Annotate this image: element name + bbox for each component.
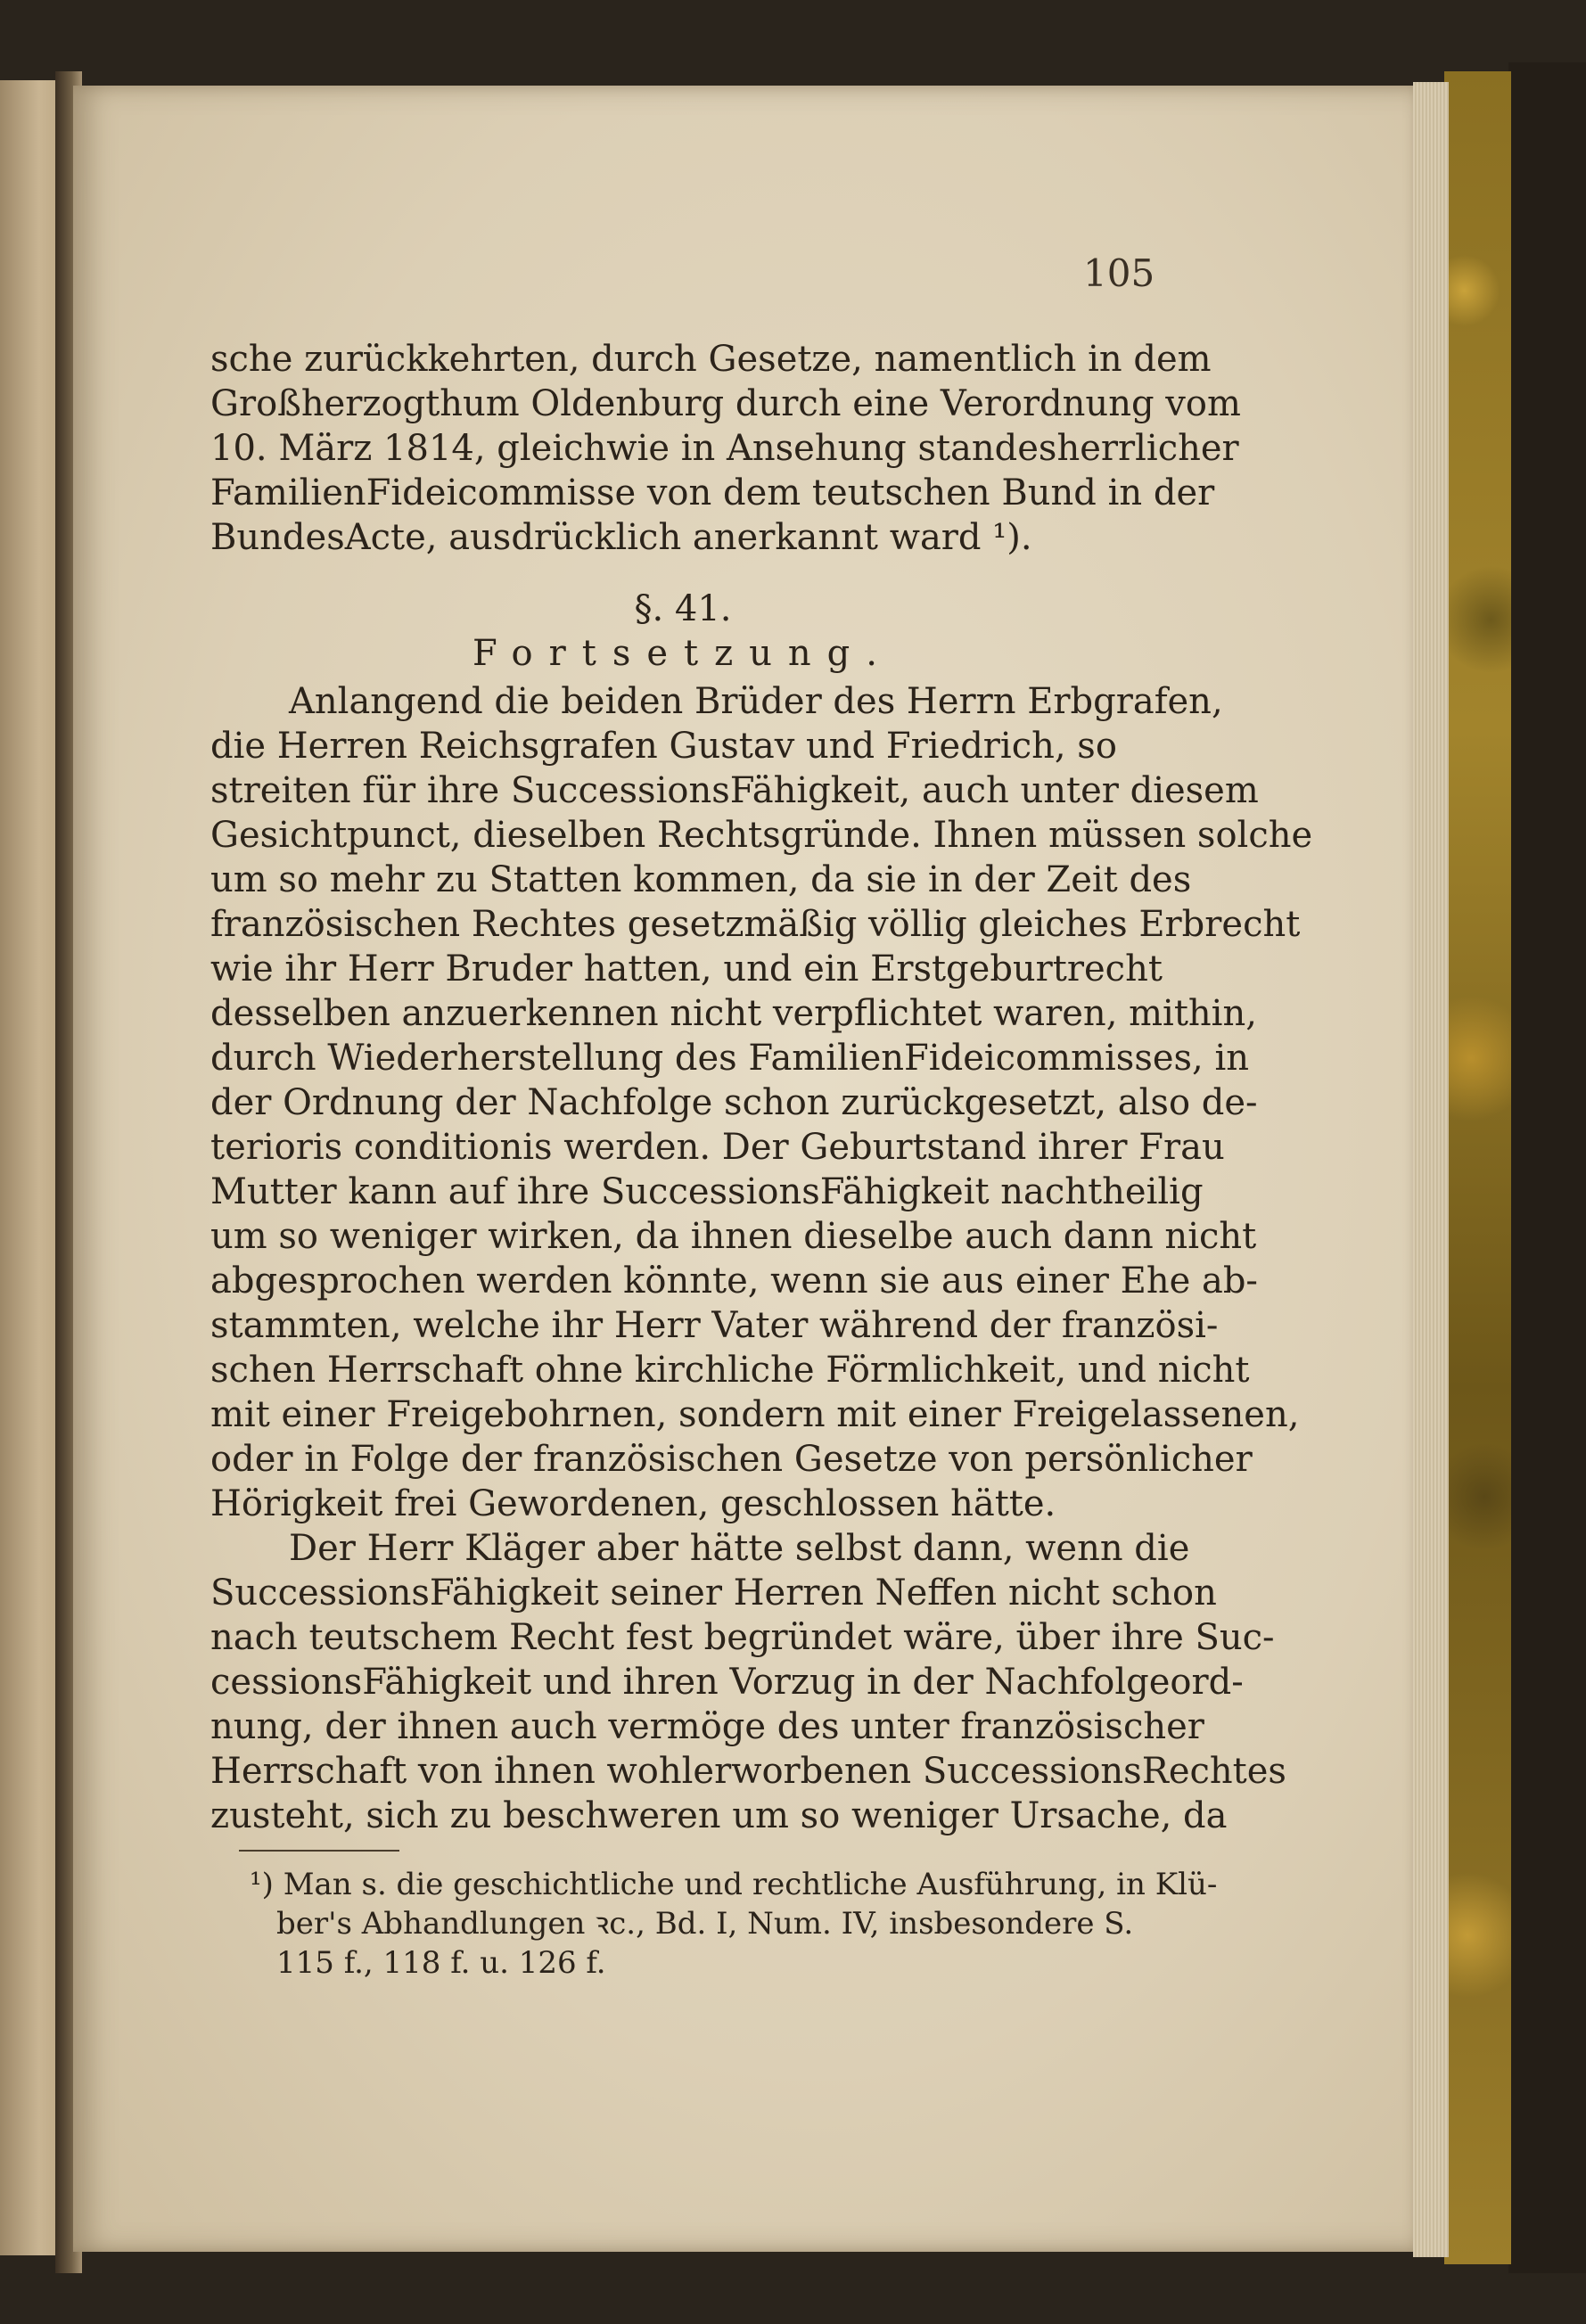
page-edges <box>1413 82 1449 2257</box>
text-line: Hörigkeit frei Gewordenen, geschlossen hätte. <box>210 1483 1056 1524</box>
footnote-line: 115 f., 118 f. u. 126 f. <box>276 1945 606 1981</box>
section-number: §. 41. <box>634 588 732 629</box>
text-line: oder in Folge der französischen Gesetze von persönlicher <box>210 1439 1253 1480</box>
text-line: FamilienFideicommisse von dem teutschen Bund in der <box>210 472 1215 513</box>
marbled-cover <box>1444 71 1511 2264</box>
paragraph-2 <box>210 679 1313 1526</box>
text-line: cessionsFähigkeit und ihren Vorzug in der Nachfolgeord- <box>210 1662 1244 1703</box>
text-line: abgesprochen werden könnte, wenn sie aus einer Ehe ab- <box>210 1261 1258 1302</box>
paragraph-1 <box>210 337 1241 560</box>
text-line: französischen Rechtes gesetzmäßig völlig gleiches Erbrecht <box>210 904 1301 945</box>
text-line: SuccessionsFähigkeit seiner Herren Neffen nicht schon <box>210 1573 1217 1614</box>
text-line: um so weniger wirken, da ihnen dieselbe auch dann nicht <box>210 1216 1257 1257</box>
text-line: streiten für ihre SuccessionsFähigkeit, auch unter diesem <box>210 770 1259 811</box>
text-line: durch Wiederherstellung des FamilienFideicommisses, in <box>210 1038 1250 1079</box>
text-line: nach teutschem Recht fest begründet wäre, über ihre Suc- <box>210 1617 1275 1658</box>
text-line: Anlangend die beiden Brüder des Herrn Erbgrafen, <box>289 681 1223 722</box>
text-line: die Herren Reichsgrafen Gustav und Friedrich, so <box>210 726 1117 767</box>
text-line: der Ordnung der Nachfolge schon zurückgesetzt, also de- <box>210 1082 1258 1123</box>
text-line: BundesActe, ausdrücklich anerkannt ward ¹). <box>210 517 1032 558</box>
text-line: desselben anzuerkennen nicht verpflichtet waren, mithin, <box>210 993 1257 1034</box>
page-number: 105 <box>1083 251 1155 295</box>
text-line: Gesichtpunct, dieselben Rechtsgründe. Ihnen müssen solche <box>210 815 1313 856</box>
text-line: terioris conditionis werden. Der Geburtstand ihrer Frau <box>210 1127 1225 1168</box>
text-line: Mutter kann auf ihre SuccessionsFähigkeit nachtheilig <box>210 1171 1204 1212</box>
footnote-rule <box>239 1850 399 1852</box>
footnote <box>250 1865 1218 1983</box>
text-line: Der Herr Kläger aber hätte selbst dann, wenn die <box>289 1528 1190 1569</box>
text-line: nung, der ihnen auch vermöge des unter französischer <box>210 1706 1204 1747</box>
text-line: stammten, welche ihr Herr Vater während der französi- <box>210 1305 1219 1346</box>
text-line: mit einer Freigebohrnen, sondern mit einer Freigelassenen, <box>210 1394 1300 1435</box>
text-line: 10. März 1814, gleichwie in Ansehung standesherrlicher <box>210 428 1239 469</box>
book-cover-edge <box>1508 62 1586 2273</box>
section-title: Fortsetzung. <box>472 633 894 674</box>
paragraph-3 <box>210 1526 1286 1838</box>
text-line: um so mehr zu Statten kommen, da sie in der Zeit des <box>210 859 1192 900</box>
text-line: zusteht, sich zu beschweren um so weniger Ursache, da <box>210 1795 1228 1836</box>
text-line: Großherzogthum Oldenburg durch eine Verordnung vom <box>210 383 1241 424</box>
text-line: sche zurückkehrten, durch Gesetze, namentlich in dem <box>210 339 1212 380</box>
footnote-line: ¹) Man s. die geschichtliche und rechtliche Ausführung, in Klü- <box>250 1867 1218 1902</box>
text-line: schen Herrschaft ohne kirchliche Förmlichkeit, und nicht <box>210 1350 1250 1391</box>
text-line: Herrschaft von ihnen wohlerworbenen SuccessionsRechtes <box>210 1751 1286 1792</box>
text-line: wie ihr Herr Bruder hatten, und ein Erstgeburtrecht <box>210 948 1163 990</box>
footnote-line: ber's Abhandlungen ꝛc., Bd. I, Num. IV, insbesondere S. <box>276 1906 1134 1942</box>
